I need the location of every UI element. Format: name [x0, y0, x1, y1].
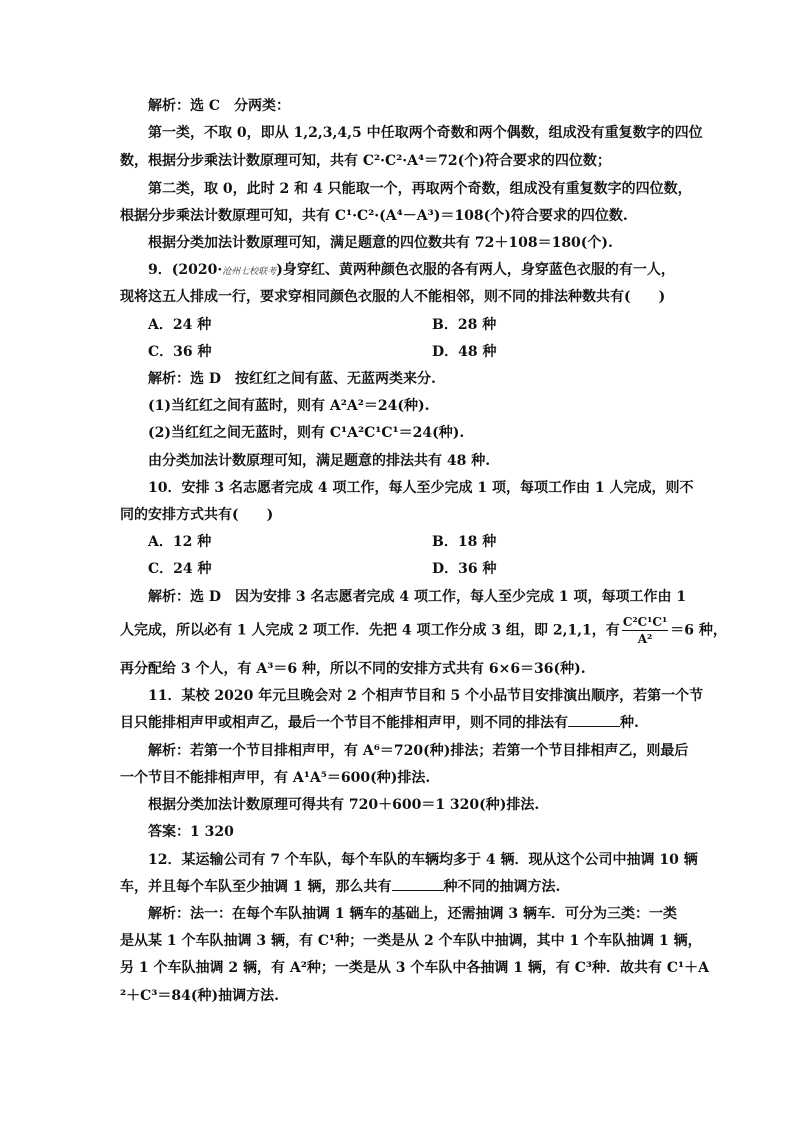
question-12-stem: 12．某运输公司有 7 个车队，每个车队的车辆均多于 4 辆．现从这个公司中抽调 10 辆: [148, 852, 698, 868]
q9-option-d: D．48 种: [432, 344, 497, 360]
question-text: 目只能排相声甲或相声乙，最后一个节目不能排相声甲，则不同的排法有: [120, 715, 568, 731]
solution-8-line: 第二类，取 0，此时 2 和 4 只能取一个，再取两个奇数，组成没有重复数字的四位数，: [148, 181, 692, 197]
question-number: 9．(2020·: [148, 262, 223, 278]
solution-8-line: 根据分类加法计数原理可知，满足题意的四位数共有 72＋108＝180(个).: [148, 235, 613, 251]
solution-text: ＝6 种，: [670, 622, 727, 639]
solution-10-line: 再分配给 3 个人，有 A³＝6 种，所以不同的安排方式共有 6×6＝36(种).: [120, 661, 586, 677]
fraction: [622, 614, 668, 647]
q10-option-a: A．12 种: [148, 534, 212, 550]
solution-8-line: 第一类，不取 0，即从 1,2,3,4,5 中任取两个奇数和两个偶数，组成没有重复数字的四位: [148, 125, 703, 141]
solution-11-line: 解析：若第一个节目排相声甲，有 A⁶＝720(种)排法；若第一个节目排相声乙，则最后: [148, 743, 689, 759]
solution-9-line: (1)当红红之间有蓝时，则有 A²A²＝24(种).: [148, 398, 430, 414]
q10-option-d: D．36 种: [432, 561, 497, 577]
question-10-stem: 10．安排 3 名志愿者完成 4 项工作，每人至少完成 1 项，每项工作由 1 人完成，则不: [148, 480, 694, 496]
question-text: 种不同的抽调方法.: [443, 879, 561, 895]
solution-8-line: 数，根据分步乘法计数原理可知，共有 C²·C²·A⁴＝72(个)符合要求的四位数；: [120, 153, 611, 169]
solution-8-line: 根据分步乘法计数原理可知，共有 C¹·C²·(A⁴－A³)＝108(个)符合要求的四位数.: [120, 208, 628, 224]
answer-blank: [392, 878, 444, 891]
solution-10-line: [120, 614, 727, 647]
question-source: 沧州七校联考: [222, 267, 277, 277]
question-9-stem: 现将这五人排成一行，要求穿相同颜色衣服的人不能相邻，则不同的排法种数共有( ): [120, 289, 666, 305]
q10-option-b: B．18 种: [432, 534, 497, 550]
q9-option-b: B．28 种: [432, 317, 497, 333]
question-text: )身穿红、黄两种颜色衣服的各有两人，身穿蓝色衣服的有一人，: [276, 262, 675, 278]
answer-blank: [568, 714, 620, 727]
solution-9-line: (2)当红红之间无蓝时，则有 C¹A²C¹C¹＝24(种).: [148, 425, 465, 441]
question-11-stem: 11．某校 2020 年元旦晚会对 2 个相声节目和 5 个小品节目安排演出顺序，若第一个节: [148, 688, 704, 704]
solution-8-header: 解析：选 C 分两类：: [148, 98, 291, 114]
question-10-stem: 同的安排方式共有( ): [120, 507, 274, 523]
question-9-stem: [148, 260, 708, 282]
solution-12-line: 另 1 个车队抽调 2 辆，有 A²种；一类是从 3 个车队中各抽调 1 辆，有 C³种．故共有 C¹＋A: [120, 960, 709, 976]
q9-option-c: C．36 种: [148, 344, 212, 360]
q9-option-a: A．24 种: [148, 317, 212, 333]
solution-text: 人完成，所以必有 1 人完成 2 项工作．先把 4 项工作分成 3 组，即 2,1,1，有: [120, 622, 620, 639]
fraction-numerator: C²C¹C¹: [622, 615, 668, 629]
question-text: 种.: [620, 715, 639, 731]
question-11-stem: [120, 713, 680, 733]
solution-9-line: 解析：选 D 按红红之间有蓝、无蓝两类来分.: [148, 371, 436, 387]
solution-11-line: 一个节目不能排相声甲，有 A¹A⁵＝600(种)排法.: [120, 770, 431, 786]
solution-11-line: 根据分类加法计数原理可得共有 720＋600＝1 320(种)排法.: [148, 797, 540, 813]
q10-option-c: C．24 种: [148, 561, 212, 577]
solution-12-line: 解析：法一：在每个车队抽调 1 辆车的基础上，还需抽调 3 辆车．可分为三类：一类: [148, 906, 677, 922]
solution-12-line: 是从某 1 个车队抽调 3 辆，有 C¹种；一类是从 2 个车队中抽调，其中 1 个车队抽调 1 辆，: [120, 933, 702, 949]
fraction-denominator: A²: [637, 632, 653, 646]
solution-9-line: 由分类加法计数原理可知，满足题意的排法共有 48 种.: [148, 453, 491, 469]
solution-10-line: 解析：选 D 因为安排 3 名志愿者完成 4 项工作，每人至少完成 1 项，每项工作由 1: [148, 589, 687, 605]
question-12-stem: [120, 877, 680, 897]
answer-11: 答案：1 320: [148, 824, 234, 840]
solution-12-line: ²＋C³＝84(种)抽调方法.: [120, 988, 280, 1004]
question-text: 车，并且每个车队至少抽调 1 辆，那么共有: [120, 879, 392, 895]
